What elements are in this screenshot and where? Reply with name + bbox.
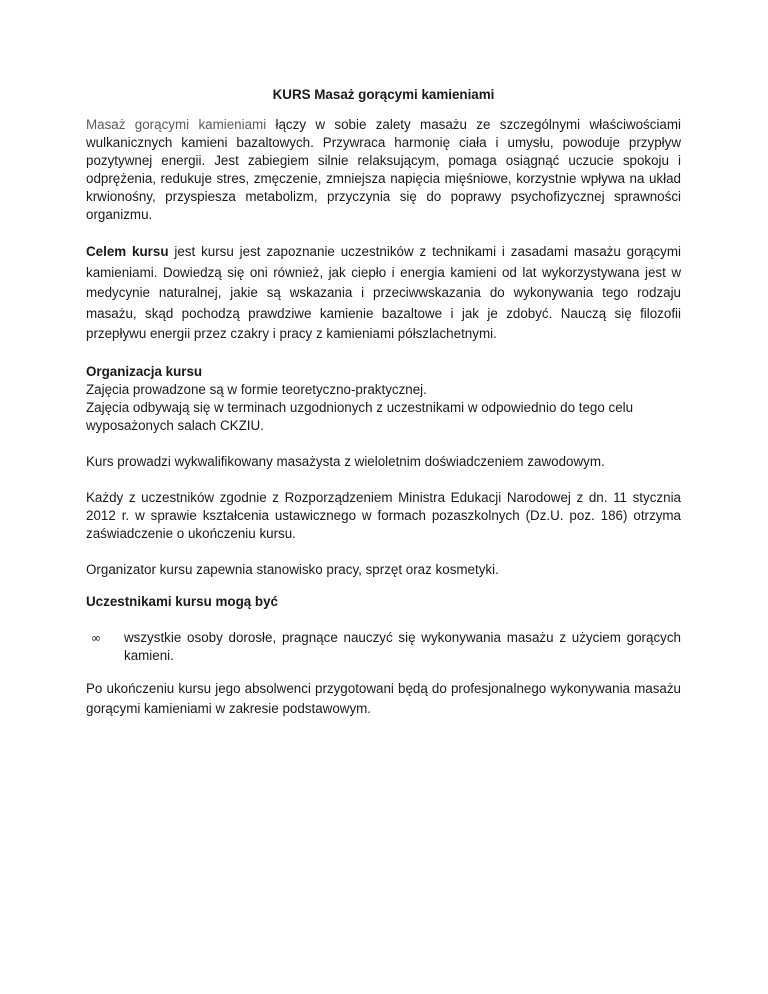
participants-heading: Uczestnikami kursu mogą być	[86, 593, 279, 609]
infinity-bullet-icon: ∞	[91, 630, 101, 645]
equipment-paragraph: Organizator kursu zapewnia stanowisko pracy, sprzęt oraz kosmetyki.	[86, 561, 499, 577]
intro-text: łączy w sobie zalety masażu ze szczególnymi właściwościami wulkanicznych kamieni bazaltowych. Przywraca harmonię ciała i umysłu, powoduje przypływ pozytywnej energii. Jest zabiegiem silnie relaksującym, pomaga osiągnąć uczucie spokoju i odprężenia, redukuje stres, zmęczenie, zmniejsza napięcia mięśniowe, korzystnie wpływa na układ krwionośny, przyspiesza metabolizm, przyczynia się do poprawy psychofizycznej sprawności organizmu.	[86, 117, 681, 222]
document-title: KURS Masaż gorącymi kamieniami	[272, 87, 495, 102]
organization-section	[86, 363, 681, 435]
intro-paragraph	[86, 116, 681, 224]
list-item-text: wszystkie osoby dorosłe, pragnące nauczyć się wykonywania masażu z użyciem gorących kamieni.	[124, 629, 681, 663]
document-content	[86, 86, 681, 738]
goal-text: jest kursu jest zapoznanie uczestników z technikami i zasadami masażu gorącymi kamieniami. Dowiedzą się oni również, jak ciepło i energia kamieni od lat wykorzystywana jest w medycynie naturalnej, jakie są wskazania i przeciwwskazania do wykonywania tego rodzaju masażu, skąd pochodzą prawdziwe kamienie bazaltowe i jak je zdobyć. Nauczą się filozofii przepływu energii przez czakry i pracy z kamieniami półszlachetnymi.	[86, 244, 681, 341]
certificate-paragraph: Każdy z uczestników zgodnie z Rozporządzeniem Ministra Edukacji Narodowej z dn. 11 stycznia 2012 r. w sprawie kształcenia ustawicznego w formach pozaszkolnych (Dz.U. poz. 186) otrzyma zaświadczenie o ukończeniu kursu.	[86, 489, 681, 541]
closing-paragraph: Po ukończeniu kursu jego absolwenci przygotowani będą do profesjonalnego wykonywania masażu gorącymi kamieniami w zakresie podstawowym.	[86, 680, 681, 716]
intro-highlight: Masaż gorącymi kamieniami	[86, 117, 267, 132]
instructor-paragraph: Kurs prowadzi wykwalifikowany masażysta z wieloletnim doświadczeniem zawodowym.	[86, 453, 605, 469]
list-item	[86, 629, 681, 665]
goal-paragraph	[86, 242, 681, 345]
organization-heading: Organizacja kursu	[86, 363, 203, 379]
goal-label: Celem kursu	[86, 244, 169, 259]
organization-line-2: Zajęcia odbywają się w terminach uzgodnionych z uczestnikami w odpowiednio do tego celu wyposażonych salach CKZIU.	[86, 399, 634, 433]
participants-list	[86, 629, 681, 665]
organization-line-1: Zajęcia prowadzone są w formie teoretyczno-praktycznej.	[86, 381, 427, 397]
